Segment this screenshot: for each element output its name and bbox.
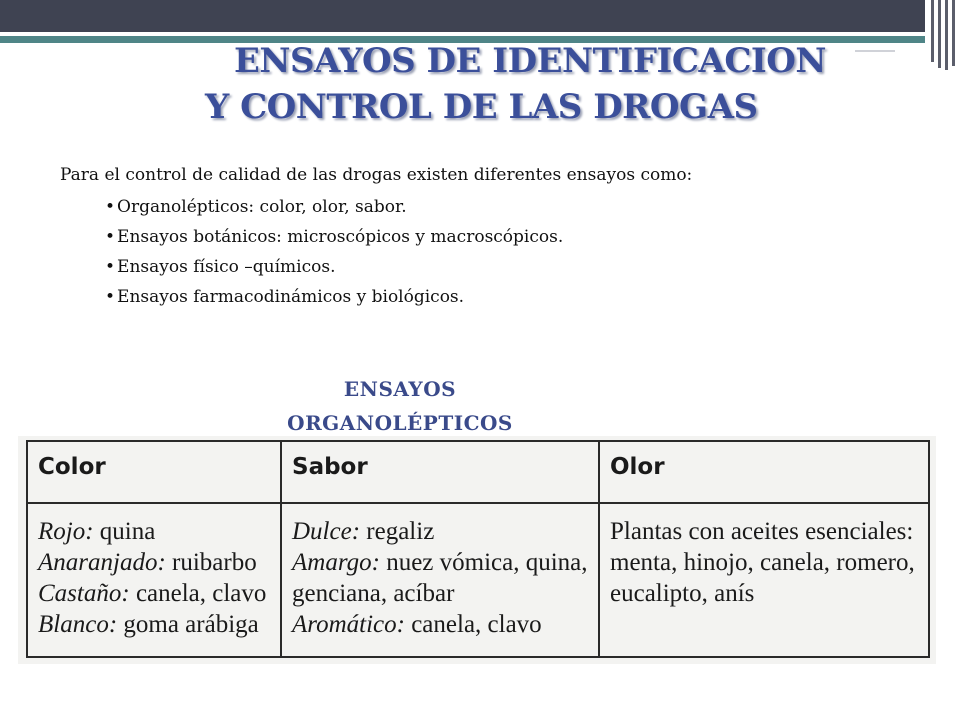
color-term: Blanco:: [38, 611, 118, 638]
organoleptic-table: [26, 440, 930, 658]
color-entry: [38, 516, 270, 547]
color-entry: [38, 609, 270, 640]
olor-cell: [599, 503, 929, 657]
table-row: [27, 503, 929, 657]
color-value: goma arábiga: [117, 611, 259, 638]
section-title-line-1: ENSAYOS: [343, 377, 457, 401]
top-bar: [0, 0, 925, 32]
sabor-term: Aromático:: [292, 611, 405, 638]
intro-text: Para el control de calidad de las drogas existen diferentes ensayos como:: [60, 165, 693, 185]
sabor-value: genciana, acíbar: [292, 580, 455, 607]
section-title-line-2: ORGANOLÉPTICOS: [287, 411, 513, 435]
color-cell: [27, 503, 281, 657]
title-line-1: ENSAYOS DE IDENTIFICACION: [234, 41, 826, 81]
bullet-list: [105, 192, 563, 312]
color-term: Anaranjado:: [38, 549, 166, 576]
header-sabor: Sabor: [281, 441, 599, 503]
title-line-2: Y CONTROL DE LAS DROGAS: [205, 87, 758, 127]
color-term: Rojo:: [38, 518, 94, 545]
color-term: Castaño:: [38, 580, 130, 607]
sabor-entry: [292, 516, 588, 547]
header-color: Color: [27, 441, 281, 503]
bullet-item: • Ensayos farmacodinámicos y biológicos.: [105, 282, 563, 312]
bullet-item: • Organolépticos: color, olor, sabor.: [105, 192, 563, 222]
olor-line: eucalipto, anís: [610, 580, 755, 607]
sabor-entry: [292, 547, 588, 578]
table-header-row: [27, 441, 929, 503]
corner-decoration: [925, 0, 960, 70]
sabor-entry: [292, 609, 588, 640]
sabor-value: nuez vómica, quina,: [379, 549, 588, 576]
sabor-value: canela, clavo: [404, 611, 542, 638]
olor-line: Plantas con aceites esenciales:: [610, 518, 914, 545]
slide-title: [150, 38, 910, 130]
scanned-table-image: [18, 436, 936, 664]
color-value: canela, clavo: [129, 580, 267, 607]
sabor-cell: [281, 503, 599, 657]
color-entry: [38, 547, 270, 578]
color-value: ruibarbo: [165, 549, 257, 576]
sabor-entry: [292, 578, 588, 609]
olor-line: menta, hinojo, canela, romero,: [610, 549, 915, 576]
sabor-value: regaliz: [360, 518, 435, 545]
bullet-item: • Ensayos físico –químicos.: [105, 252, 563, 282]
color-entry: [38, 578, 270, 609]
color-value: quina: [93, 518, 156, 545]
header-olor: Olor: [599, 441, 929, 503]
bullet-item: • Ensayos botánicos: microscópicos y macroscópicos.: [105, 222, 563, 252]
sabor-term: Amargo:: [292, 549, 380, 576]
sabor-term: Dulce:: [292, 518, 361, 545]
section-title: [260, 372, 540, 440]
